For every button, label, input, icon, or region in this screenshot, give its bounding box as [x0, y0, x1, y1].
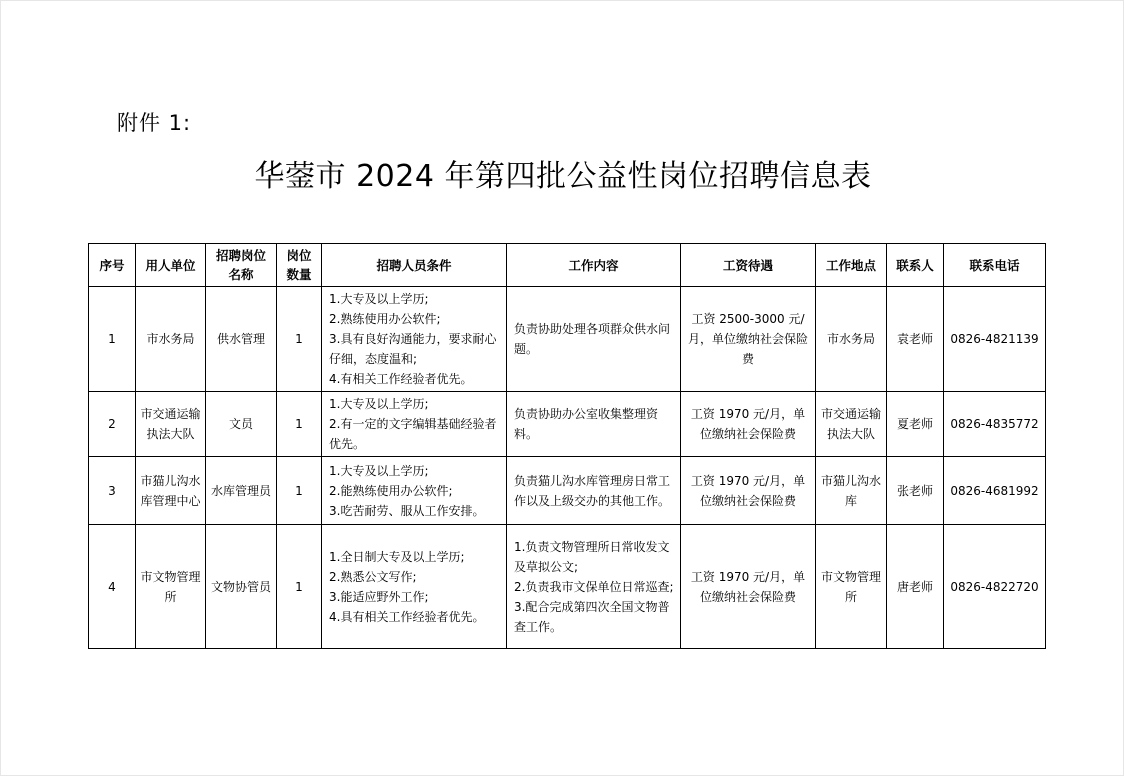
header-contact: 联系人: [887, 244, 944, 287]
cell-location: 市猫儿沟水库: [816, 457, 887, 525]
cell-index: 3: [89, 457, 136, 525]
recruitment-table: [88, 243, 1046, 649]
attachment-label: 附件 1:: [117, 111, 192, 135]
header-position: [206, 244, 277, 287]
header-position-line-2: 名称: [228, 267, 254, 282]
cell-count: 1: [277, 392, 322, 457]
cell-phone: 0826-4821139: [944, 287, 1046, 392]
cell-position: 供水管理: [206, 287, 277, 392]
header-salary: 工资待遇: [681, 244, 816, 287]
cell-phone: 0826-4681992: [944, 457, 1046, 525]
cell-unit: 市猫儿沟水库管理中心: [136, 457, 206, 525]
cell-index: 2: [89, 392, 136, 457]
condition-line: 1.大专及以上学历;: [329, 397, 429, 411]
cell-unit: 市水务局: [136, 287, 206, 392]
header-content: 工作内容: [507, 244, 681, 287]
condition-line: 1.全日制大专及以上学历;: [329, 549, 465, 564]
condition-line: 4.具有相关工作经验者优先。: [329, 609, 485, 624]
cell-location: 市交通运输执法大队: [816, 392, 887, 457]
cell-index: 4: [89, 525, 136, 649]
condition-line: 3.吃苦耐劳、服从工作安排。: [329, 503, 485, 518]
cell-salary: 工资 2500-3000 元/月，单位缴纳社会保险费: [681, 287, 816, 392]
header-index: 序号: [89, 244, 136, 287]
cell-conditions: [322, 287, 507, 392]
cell-phone: 0826-4822720: [944, 525, 1046, 649]
cell-location: 市文物管理所: [816, 525, 887, 649]
table-row: [89, 392, 1046, 457]
cell-position: 水库管理员: [206, 457, 277, 525]
cell-content: 负责协助处理各项群众供水问题。: [507, 287, 681, 392]
cell-index: 1: [89, 287, 136, 392]
header-phone: 联系电话: [944, 244, 1046, 287]
cell-contact: 夏老师: [887, 392, 944, 457]
cell-count: 1: [277, 525, 322, 649]
document-title: 华蓥市 2024 年第四批公益性岗位招聘信息表: [254, 159, 872, 194]
condition-line: 1.大专及以上学历;: [329, 463, 429, 478]
cell-unit: 市交通运输执法大队: [136, 392, 206, 457]
content-line: 2.负责我市文保单位日常巡查;: [514, 579, 674, 594]
cell-count: 1: [277, 287, 322, 392]
table-header-row: [89, 244, 1046, 287]
header-count-line-2: 数量: [286, 267, 312, 282]
table-row: [89, 457, 1046, 525]
cell-content: 负责猫儿沟水库管理房日常工作以及上级交办的其他工作。: [507, 457, 681, 525]
cell-contact: 袁老师: [887, 287, 944, 392]
condition-line: 2.有一定的文字编辑基础经验者优先。: [329, 417, 497, 451]
condition-line: 3.能适应野外工作;: [329, 589, 429, 604]
cell-phone: 0826-4835772: [944, 392, 1046, 457]
cell-conditions: [322, 525, 507, 649]
cell-position: 文员: [206, 392, 277, 457]
cell-position: 文物协管员: [206, 525, 277, 649]
header-location: 工作地点: [816, 244, 887, 287]
header-position-line-1: 招聘岗位: [215, 248, 266, 263]
cell-unit: 市文物管理所: [136, 525, 206, 649]
cell-salary: 工资 1970 元/月，单位缴纳社会保险费: [681, 525, 816, 649]
condition-line: 2.能熟练使用办公软件;: [329, 483, 453, 498]
cell-contact: 张老师: [887, 457, 944, 525]
table-row: [89, 525, 1046, 649]
header-conditions: 招聘人员条件: [322, 244, 507, 287]
cell-contact: 唐老师: [887, 525, 944, 649]
header-count: [277, 244, 322, 287]
cell-salary: 工资 1970 元/月，单位缴纳社会保险费: [681, 392, 816, 457]
cell-content: 负责协助办公室收集整理资料。: [507, 392, 681, 457]
condition-line: 2.熟练使用办公软件;: [329, 312, 441, 326]
table-row: [89, 287, 1046, 392]
condition-line: 3.具有良好沟通能力，要求耐心仔细，态度温和;: [329, 332, 497, 366]
cell-location: 市水务局: [816, 287, 887, 392]
content-line: 1.负责文物管理所日常收发文及草拟公文;: [514, 539, 670, 574]
cell-count: 1: [277, 457, 322, 525]
cell-content: [507, 525, 681, 649]
condition-line: 1.大专及以上学历;: [329, 292, 429, 306]
cell-salary: 工资 1970 元/月，单位缴纳社会保险费: [681, 457, 816, 525]
cell-conditions: [322, 457, 507, 525]
header-unit: 用人单位: [136, 244, 206, 287]
condition-line: 2.熟悉公文写作;: [329, 569, 417, 584]
header-count-line-1: 岗位: [286, 248, 312, 263]
content-line: 3.配合完成第四次全国文物普查工作。: [514, 599, 670, 634]
cell-conditions: [322, 392, 507, 457]
condition-line: 4.有相关工作经验者优先。: [329, 372, 473, 386]
